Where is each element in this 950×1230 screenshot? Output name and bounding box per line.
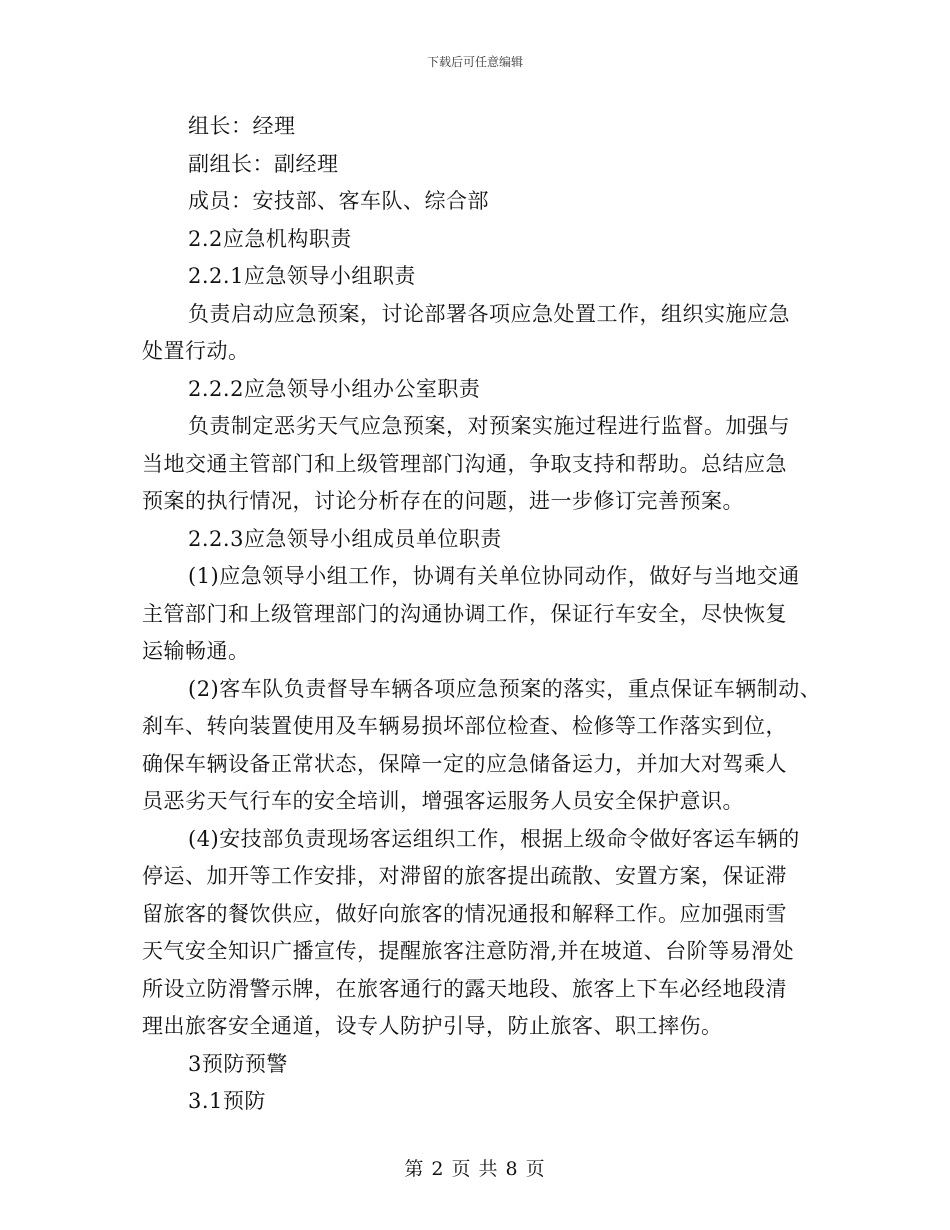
section-heading: 3预防预警 xyxy=(188,1051,288,1076)
text-line: 停运、加开等工作安排，对滞留的旅客提出疏散、安置方案，保证滞 xyxy=(142,864,787,888)
text-line: 负责制定恶劣天气应急预案，对预案实施过程进行监督。加强与 xyxy=(188,414,790,438)
text-line: 所设立防滑警示牌，在旅客通行的露天地段、旅客上下车必经地段清 xyxy=(142,976,787,1001)
page-header-note: 下载后可任意编辑 xyxy=(426,55,523,69)
text-line: 组长：经理 xyxy=(188,114,296,138)
text-line: 处置行动。 xyxy=(142,339,250,363)
text-line: 理出旅客安全通道，设专人防护引导，防止旅客、职工摔伤。 xyxy=(142,1014,723,1038)
text-line: 预案的执行情况，讨论分析存在的问题，进一步修订完善预案。 xyxy=(142,489,744,513)
text-line: 确保车辆设备正常状态，保障一定的应急储备运力，并加大对驾乘人 xyxy=(142,751,787,776)
text-line: 负责启动应急预案，讨论部署各项应急处置工作，组织实施应急 xyxy=(188,301,790,326)
section-heading: 2.2应急机构职责 xyxy=(188,226,352,251)
text-line: 副组长：副经理 xyxy=(188,151,339,176)
text-line: 员恶劣天气行车的安全培训，增强客运服务人员安全保护意识。 xyxy=(142,789,744,813)
subsection-heading: 2.2.3应急领导小组成员单位职责 xyxy=(188,526,502,551)
text-line: 主管部门和上级管理部门的沟通协调工作，保证行车安全，尽快恢复 xyxy=(142,601,787,626)
text-line: 留旅客的餐饮供应，做好向旅客的情况通报和解释工作。应加强雨雪 xyxy=(142,901,787,926)
subsection-heading: 3.1预防 xyxy=(188,1089,266,1113)
text-line: 天气安全知识广播宣传，提醒旅客注意防滑,并在坡道、台阶等易滑处 xyxy=(142,939,795,963)
subsection-heading: 2.2.1应急领导小组职责 xyxy=(188,264,416,288)
text-line: (4)安技部负责现场客运组织工作，根据上级命令做好客运车辆的 xyxy=(188,826,800,851)
text-line: 当地交通主管部门和上级管理部门沟通，争取支持和帮助。总结应急 xyxy=(142,451,787,476)
page-number: 第 2 页 共 8 页 xyxy=(404,1158,546,1180)
text-line: 刹车、转向装置使用及车辆易损坏部位检查、检修等工作落实到位， xyxy=(142,714,787,738)
text-line: 运输畅通。 xyxy=(142,639,250,663)
document-body xyxy=(142,108,832,1121)
text-line: 成员：安技部、客车队、综合部 xyxy=(188,189,489,213)
text-line: (1)应急领导小组工作，协调有关单位协同动作，做好与当地交通 xyxy=(188,564,800,588)
subsection-heading: 2.2.2应急领导小组办公室职责 xyxy=(188,376,481,401)
text-line: (2)客车队负责督导车辆各项应急预案的落实，重点保证车辆制动、 xyxy=(188,676,822,701)
